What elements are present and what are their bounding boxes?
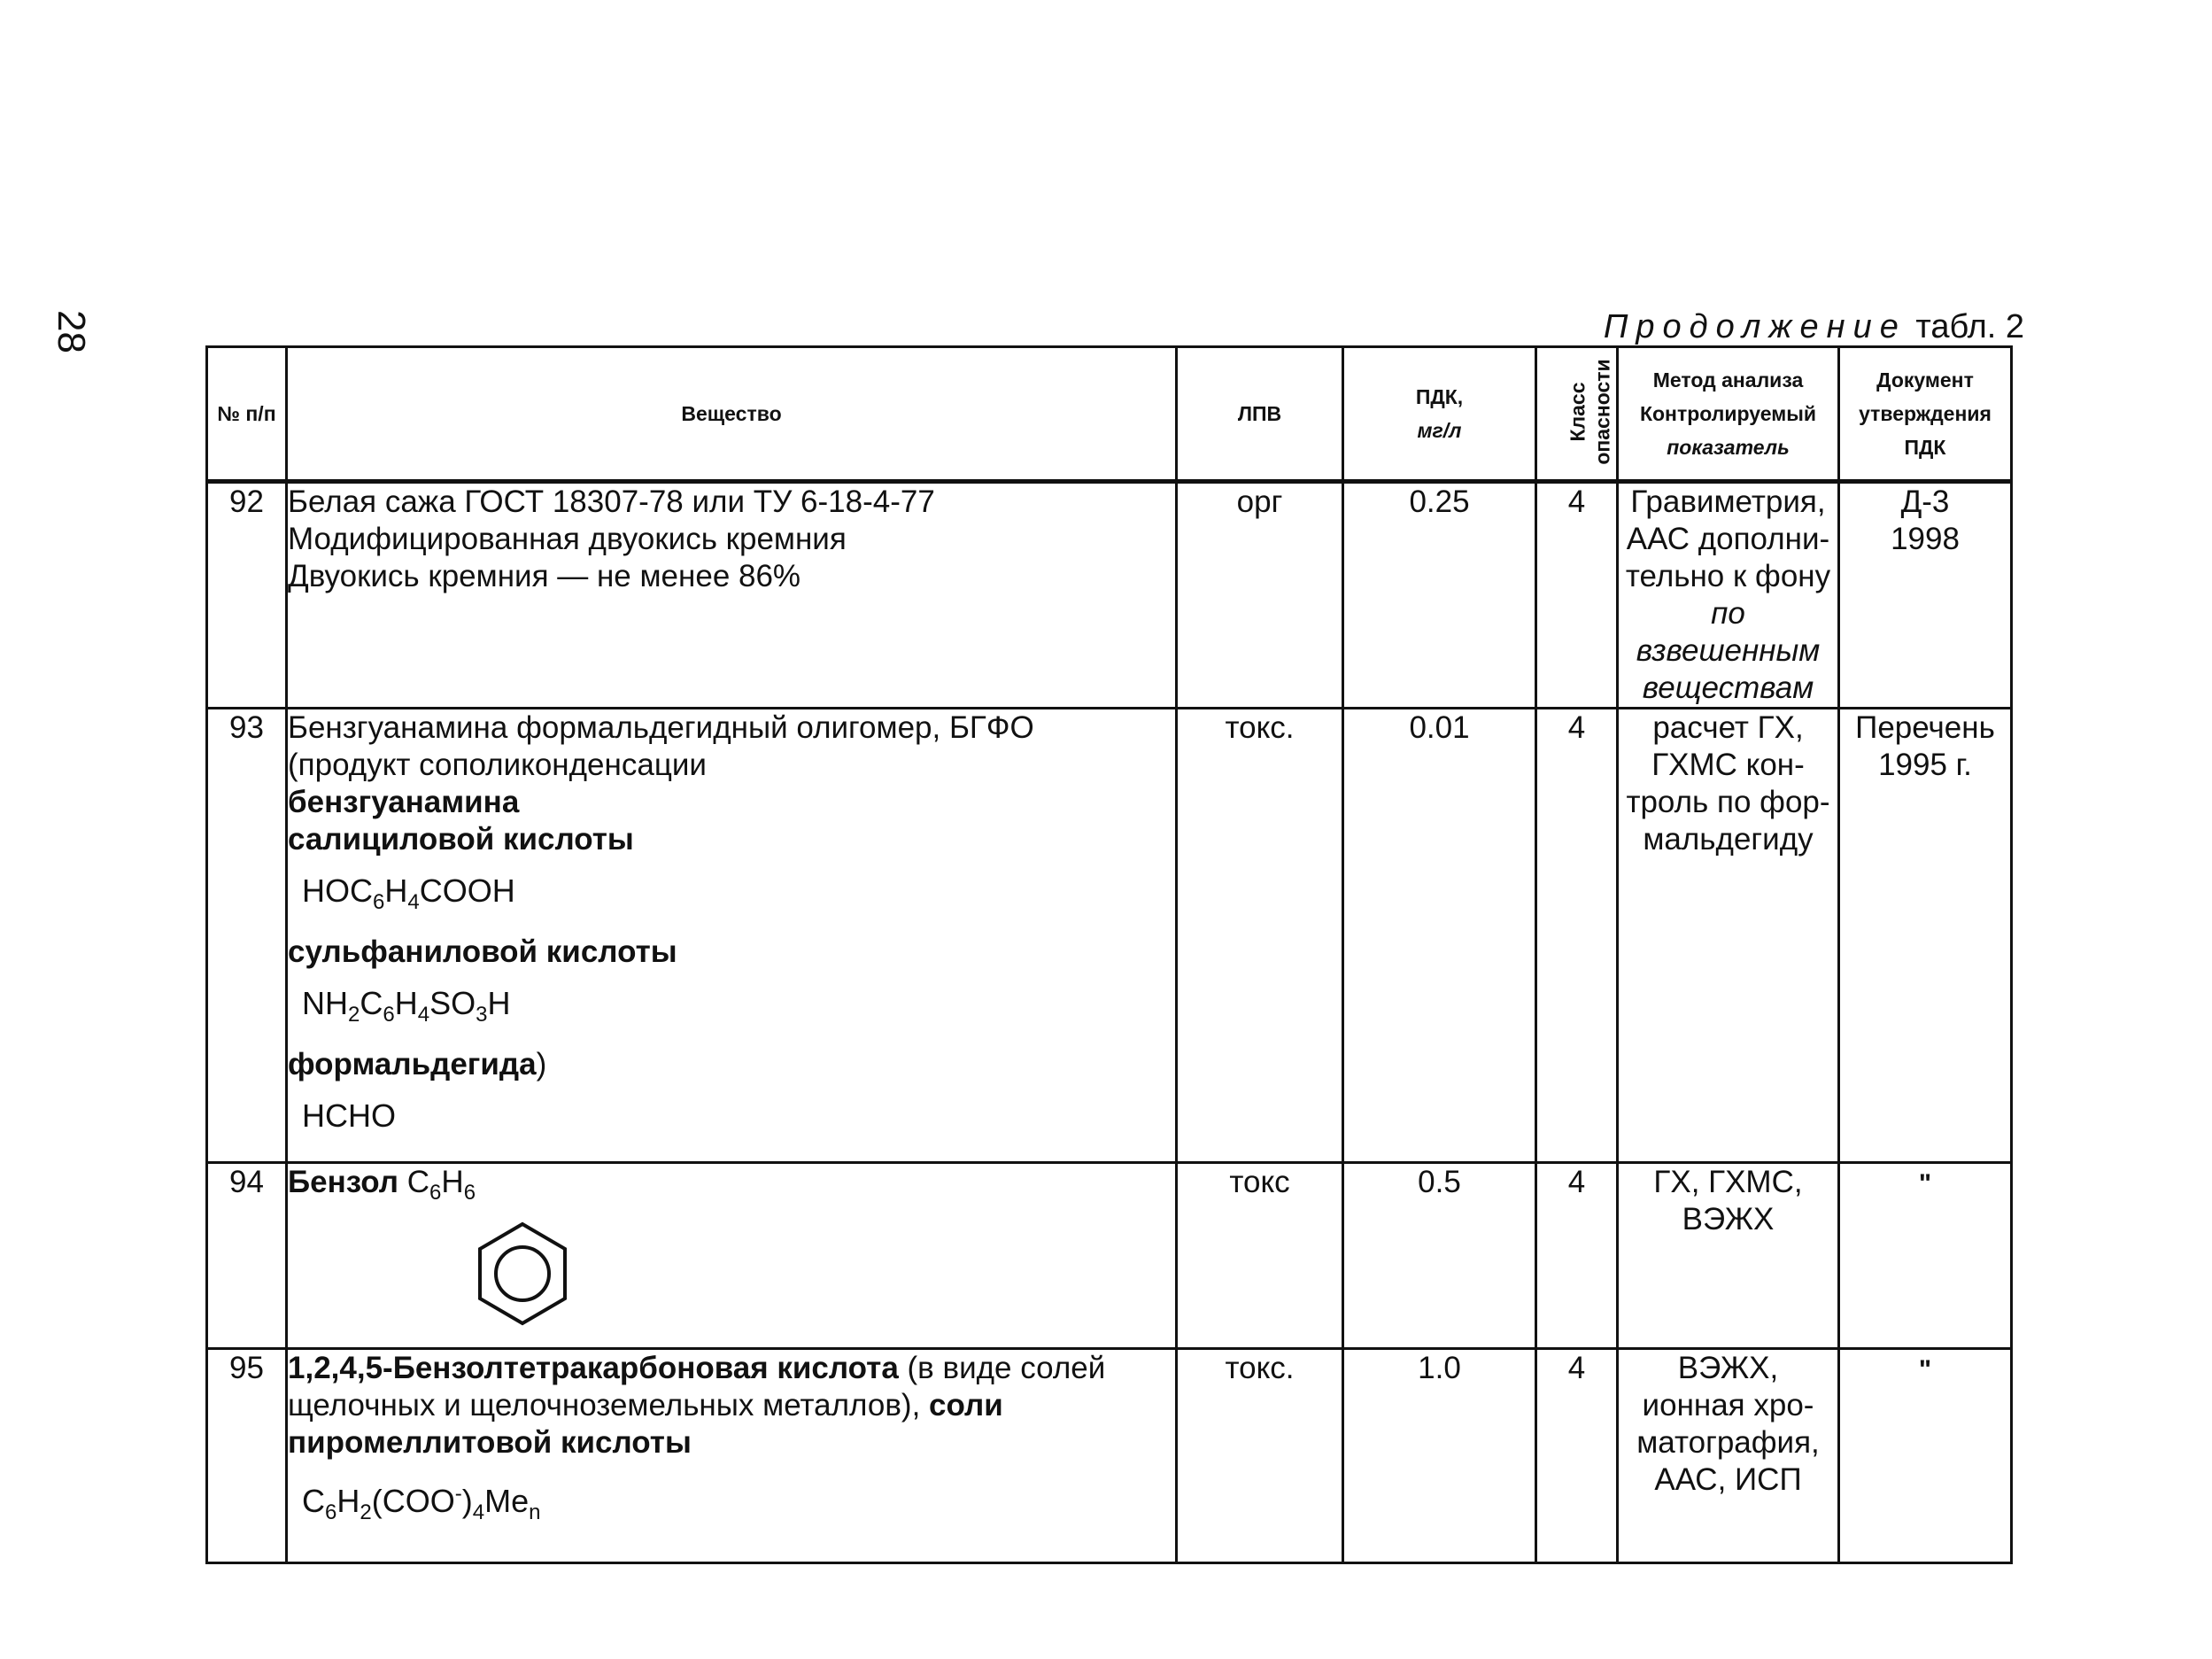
row-num: 95 (207, 1349, 287, 1563)
row-pdk: 0.01 (1343, 709, 1536, 1163)
formula-part: H (336, 1483, 360, 1519)
method-line: ААС, ИСП (1654, 1462, 1802, 1497)
substance-bold: соли пиромеллитовой кислоты (288, 1388, 1003, 1460)
formula-subscript: 6 (373, 890, 385, 915)
formula-part: SO (429, 985, 476, 1022)
caption-table-ref: табл. 2 (1915, 308, 2024, 345)
header-pdk-line1: ПДК, (1415, 385, 1464, 408)
row-pdk: 1.0 (1343, 1349, 1536, 1563)
formula-part: H (394, 985, 418, 1022)
row-substance (287, 482, 1177, 709)
row-document (1839, 1349, 2012, 1563)
header-class-text (1566, 359, 1615, 464)
substance-line: Двуокись кремния — не менее 86% (288, 559, 801, 593)
header-method-line3: показатель (1667, 436, 1790, 459)
table-row (207, 709, 2012, 1163)
method-line: ГХМС кон- (1651, 748, 1805, 782)
row-pdk: 0.25 (1343, 482, 1536, 709)
document-line: Перечень (1855, 710, 1995, 745)
row-num: 94 (207, 1163, 287, 1349)
method-line: ГХ, ГХМС, (1653, 1165, 1803, 1199)
table-row (207, 1163, 2012, 1349)
method-line: расчет ГХ, (1652, 710, 1804, 745)
formula-pyromellitic (288, 1476, 1175, 1531)
formula-subscript: n (529, 1500, 541, 1525)
formula-part: C (406, 1165, 430, 1199)
header-class-line1: Класс (1566, 381, 1589, 442)
formula-sulfanilic (288, 985, 1175, 1034)
substance-text (288, 1350, 1175, 1461)
formula-subscript: 4 (417, 1003, 430, 1027)
formula-part: C (302, 1483, 325, 1519)
row-method (1618, 709, 1839, 1163)
row-class: 4 (1536, 1349, 1618, 1563)
ditto-mark: " (1918, 1169, 1932, 1198)
formula-part: H (384, 872, 408, 909)
method-line: веществам (1642, 671, 1814, 705)
substance-bold: формальдегида (288, 1047, 537, 1082)
header-substance: Вещество (287, 347, 1177, 482)
formula-part: C (360, 985, 383, 1022)
row-document (1839, 709, 2012, 1163)
header-document (1839, 347, 2012, 482)
header-method-line1: Метод анализа (1652, 368, 1804, 391)
row-class: 4 (1536, 482, 1618, 709)
header-doc-line2: утверждения (1859, 402, 1992, 425)
formula-subscript: 6 (463, 1181, 476, 1205)
page-number: 28 (50, 310, 93, 353)
formula-superscript: - (454, 1482, 462, 1506)
row-lpv: орг (1177, 482, 1343, 709)
formula-subscript: 2 (360, 1500, 372, 1525)
header-doc-line1: Документ (1876, 368, 1974, 391)
formula-part: NH (302, 985, 348, 1022)
header-method (1618, 347, 1839, 482)
formula-subscript: 6 (325, 1500, 337, 1525)
formula-subscript: 6 (429, 1181, 442, 1205)
row-lpv: токс. (1177, 1349, 1343, 1563)
substance-normal: (в виде солей щелочных и щелочноземельных металлов), (288, 1351, 1106, 1423)
ditto-mark: " (1918, 1355, 1932, 1384)
row-pdk: 0.5 (1343, 1163, 1536, 1349)
row-document (1839, 482, 2012, 709)
row-num: 93 (207, 709, 287, 1163)
header-method-line2: Контролируемый (1639, 402, 1817, 425)
formula-part: H (487, 985, 511, 1022)
method-line: ионная хро- (1642, 1388, 1814, 1423)
substance-line: (продукт сополиконденсации (288, 748, 707, 782)
formula-salicylic (288, 872, 1175, 921)
benzene-ring-icon (474, 1221, 571, 1327)
formula-part: H (441, 1165, 464, 1199)
method-line: ААС дополни- (1626, 522, 1830, 556)
method-line: по взвешенным (1636, 596, 1821, 668)
method-line: троль по фор- (1626, 785, 1830, 819)
header-doc-line3: ПДК (1904, 436, 1946, 459)
method-line: тельно к фону (1625, 559, 1831, 593)
formula-part: COOH (419, 872, 515, 909)
document-line: Д-3 (1900, 485, 1950, 519)
caption-continuation: Продолжение (1603, 308, 1906, 345)
row-lpv: токс (1177, 1163, 1343, 1349)
row-lpv: токс. (1177, 709, 1343, 1163)
substance-line (288, 1046, 1175, 1083)
row-class: 4 (1536, 1163, 1618, 1349)
method-line: ВЭЖХ (1682, 1202, 1775, 1236)
formula-subscript: 2 (348, 1003, 360, 1027)
row-document (1839, 1163, 2012, 1349)
table-caption (1604, 308, 2024, 346)
substance-bold: Бензол (288, 1165, 399, 1199)
header-class (1536, 347, 1618, 482)
row-class: 4 (1536, 709, 1618, 1163)
substance-line: сульфаниловой кислоты (288, 934, 677, 970)
method-line: мальдегиду (1643, 822, 1814, 857)
formula-subscript: 4 (407, 890, 420, 915)
formula-subscript: 3 (476, 1003, 488, 1027)
row-substance (287, 1349, 1177, 1563)
method-line: ВЭЖХ, (1677, 1351, 1779, 1385)
formula-part: (COO (371, 1483, 455, 1519)
method-line: Гравиметрия, (1630, 485, 1826, 519)
header-pdk-line2: мг/л (1417, 419, 1462, 442)
table-header-row (207, 347, 2012, 482)
document-line: 1995 г. (1878, 748, 1972, 782)
substance-line: Белая сажа ГОСТ 18307-78 или ТУ 6-18-4-77 (288, 485, 935, 519)
header-num: № п/п (207, 347, 287, 482)
substance-line: бензгуанамина (288, 785, 520, 819)
substance-line: салициловой кислоты (288, 822, 634, 857)
row-method (1618, 482, 1839, 709)
table-row (207, 482, 2012, 709)
row-method (1618, 1349, 1839, 1563)
substance-bold: 1,2,4,5-Бензолтетракарбоновая кислота (288, 1351, 899, 1385)
row-num: 92 (207, 482, 287, 709)
formula-subscript: 6 (383, 1003, 395, 1027)
formula-part: ) (461, 1483, 473, 1519)
header-class-line2: опасности (1590, 358, 1614, 465)
header-pdk (1343, 347, 1536, 482)
formula-formaldehyde: HCHO (302, 1097, 396, 1135)
formula-part: Me (484, 1483, 530, 1519)
header-lpv: ЛПВ (1177, 347, 1343, 482)
method-line: матография, (1636, 1425, 1820, 1460)
substance-close-paren: ) (536, 1047, 547, 1082)
row-method (1618, 1163, 1839, 1349)
substance-line: Бензгуанамина формальдегидный олигомер, БГФО (288, 710, 1034, 745)
row-substance (287, 1163, 1177, 1349)
substance-line: Модифицированная двуокись кремния (288, 522, 847, 556)
table-row (207, 1349, 2012, 1563)
row-substance (287, 709, 1177, 1163)
substances-table (205, 345, 2013, 1564)
document-line: 1998 (1891, 522, 1960, 556)
formula-subscript: 4 (472, 1500, 485, 1525)
formula-part: HOC (302, 872, 373, 909)
substance-line (288, 1164, 1175, 1212)
